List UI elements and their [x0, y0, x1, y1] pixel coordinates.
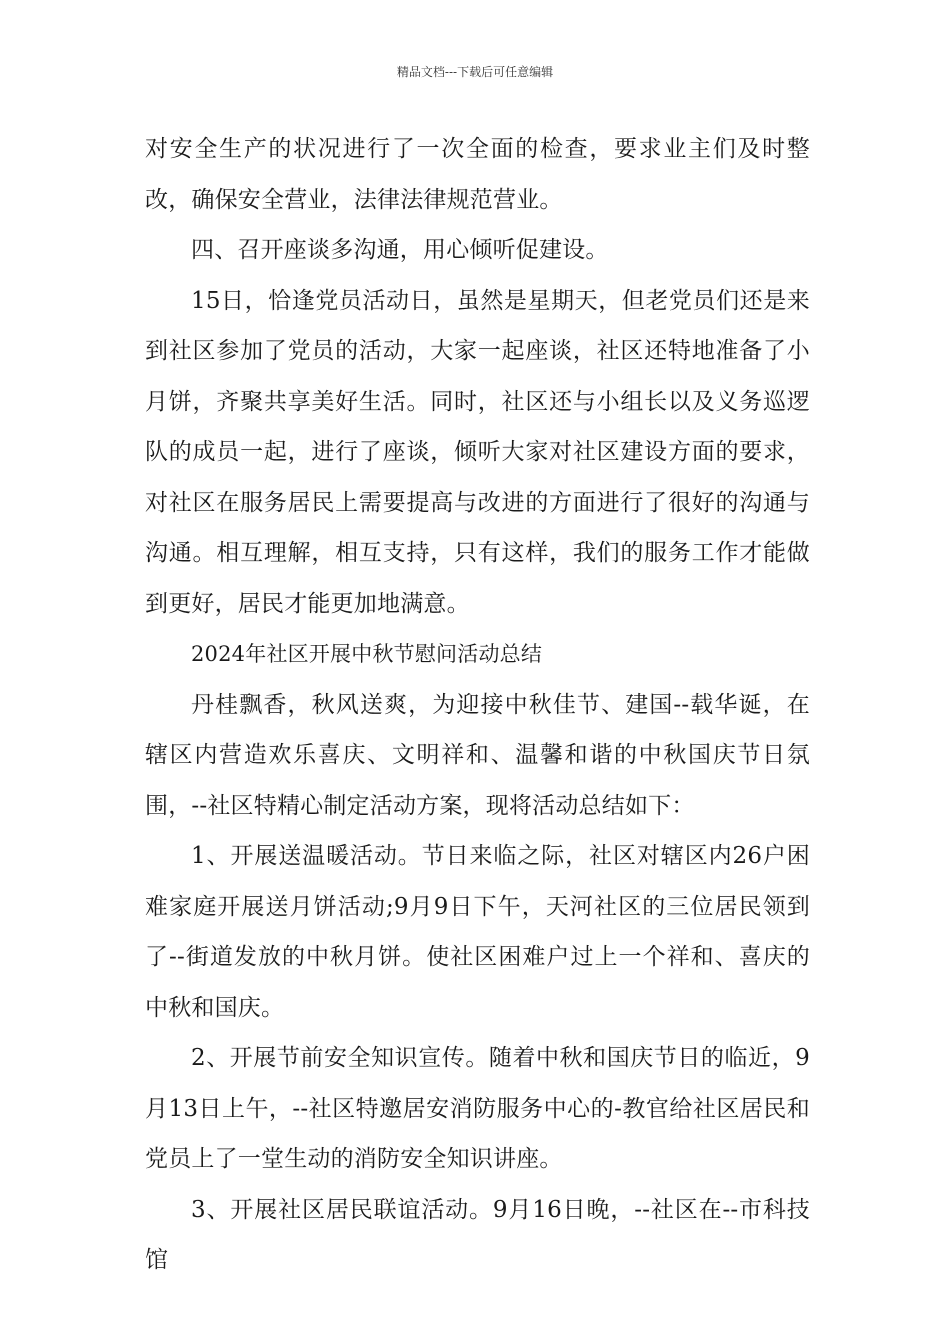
- paragraph-party-activity: 15日，恰逢党员活动日，虽然是星期天，但老党员们还是来到社区参加了党员的活动，大家一起座谈，社区还特地准备了小月饼，齐聚共享美好生活。同时，社区还与小组长以及义务巡逻队的成员一起，进行了座谈，倾听大家对社区建设方面的要求，对社区在服务居民上需要提高与改进的方面进行了很好的沟通与沟通。相互理解，相互支持，只有这样，我们的服务工作才能做到更好，居民才能更加地满意。: [145, 287, 810, 617]
- paragraph-item-2: 2、开展节前安全知识宣传。随着中秋和国庆节日的临近，9月13日上午，--社区特邀居安消防服务中心的-教官给社区居民和党员上了一堂生动的消防安全知识讲座。: [145, 1045, 810, 1172]
- paragraph-continuation: 对安全生产的状况进行了一次全面的检查，要求业主们及时整改，确保安全营业，法律法律规范营业。: [145, 136, 810, 213]
- paragraph-item-1: 1、开展送温暖活动。节日来临之际，社区对辖区内26户困难家庭开展送月饼活动;9月9日下午，天河社区的三位居民领到了--街道发放的中秋月饼。使社区困难户过上一个祥和、喜庆的中秋和国庆。: [145, 843, 810, 1021]
- document-title: 2024年社区开展中秋节慰问活动总结: [191, 642, 543, 666]
- paragraph-intro: 丹桂飘香，秋风送爽，为迎接中秋佳节、建国--载华诞，在辖区内营造欢乐喜庆、文明祥和、温馨和谐的中秋国庆节日氛围，--社区特精心制定活动方案，现将活动总结如下：: [145, 691, 810, 819]
- paragraph-item-3: 3、开展社区居民联谊活动。9月16日晚，--社区在--市科技馆: [145, 1196, 810, 1273]
- section-heading-four: 四、召开座谈多沟通，用心倾听促建设。: [191, 237, 609, 263]
- document-body: [145, 124, 810, 1286]
- page-header: 精品文档---下载后可任意编辑: [396, 65, 554, 79]
